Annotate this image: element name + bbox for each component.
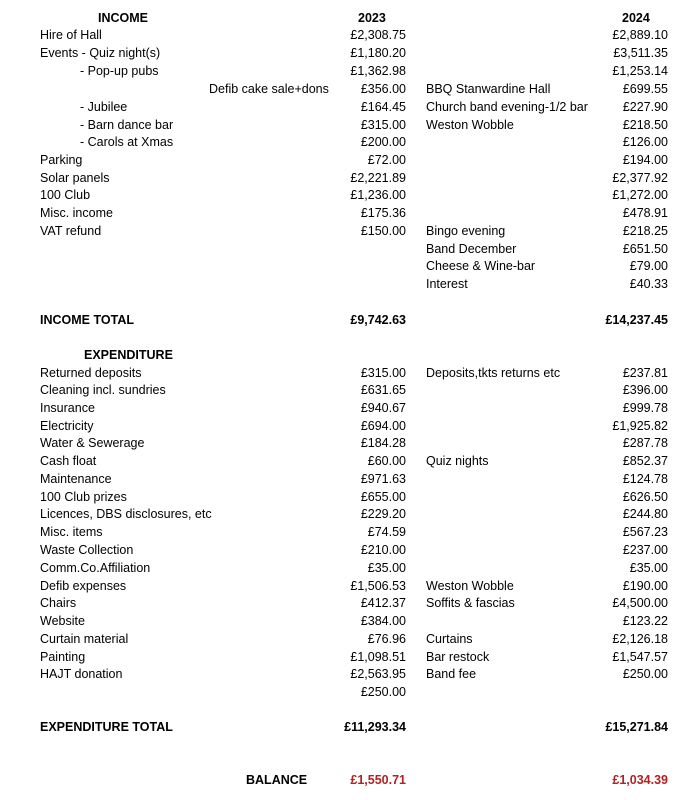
income-value-2024: £218.25 — [622, 224, 668, 238]
expenditure-value-2024: £1,925.82 — [612, 419, 668, 433]
expenditure-value-2023: £315.00 — [360, 366, 406, 380]
expenditure-total-row — [0, 718, 700, 736]
expenditure-label: Defib expenses — [40, 579, 127, 593]
expenditure-row — [0, 364, 700, 382]
expenditure-row — [0, 470, 700, 488]
year-2023-heading: 2023 — [358, 11, 386, 25]
expenditure-row — [0, 665, 700, 683]
expenditure-row — [0, 612, 700, 630]
expenditure-label: Painting — [40, 650, 86, 664]
income-label: Misc. income — [40, 206, 113, 220]
income-row — [0, 116, 700, 134]
expenditure-value-2024: £124.78 — [622, 472, 668, 486]
expenditure-value-2024: £2,126.18 — [612, 632, 668, 646]
expenditure-label: Curtain material — [40, 632, 129, 646]
income-row — [0, 222, 700, 240]
income-value-2024: £79.00 — [629, 259, 668, 273]
income-value-2023: £164.45 — [360, 100, 406, 114]
expenditure-total-label: EXPENDITURE TOTAL — [40, 720, 173, 734]
expenditure-header-row — [0, 346, 700, 364]
income-row — [0, 62, 700, 80]
expenditure-label-2024: Band fee — [426, 667, 477, 681]
expenditure-value-2024: £1,547.57 — [612, 650, 668, 664]
expenditure-value-2023: £60.00 — [367, 454, 406, 468]
expenditure-row — [0, 541, 700, 559]
income-value-2023: £2,221.89 — [350, 171, 406, 185]
year-2024-heading: 2024 — [622, 11, 650, 25]
income-header-row — [0, 9, 700, 27]
expenditure-total-2023: £11,293.34 — [344, 720, 406, 734]
income-value-2024: £478.91 — [622, 206, 668, 220]
expenditure-row — [0, 594, 700, 612]
income-value-2024: £194.00 — [622, 153, 668, 167]
income-value-2024: £218.50 — [622, 118, 668, 132]
income-label-2024: Cheese & Wine-bar — [426, 259, 536, 273]
expenditure-value-2024: £4,500.00 — [612, 596, 668, 610]
income-value-2024: £126.00 — [622, 135, 668, 149]
income-label: Events - Quiz night(s) — [40, 46, 161, 60]
income-value-2024: £1,272.00 — [612, 188, 668, 202]
income-value-2024: £2,889.10 — [612, 28, 668, 42]
expenditure-value-2023: £1,506.53 — [350, 579, 406, 593]
expenditure-value-2024: £244.80 — [622, 507, 668, 521]
income-label: Parking — [40, 153, 83, 167]
expenditure-row — [0, 488, 700, 506]
expenditure-row — [0, 630, 700, 648]
expenditure-label: HAJT donation — [40, 667, 123, 681]
income-value-2024: £651.50 — [622, 242, 668, 256]
expenditure-value-2024: £626.50 — [622, 490, 668, 504]
income-row — [0, 275, 700, 293]
expenditure-value-2023: £1,098.51 — [350, 650, 406, 664]
expenditure-row — [0, 417, 700, 435]
expenditure-label: Returned deposits — [40, 366, 142, 380]
expenditure-value-2023: £210.00 — [360, 543, 406, 557]
income-row — [0, 151, 700, 169]
expenditure-value-2023: £694.00 — [360, 419, 406, 433]
expenditure-label-2024: Weston Wobble — [426, 579, 514, 593]
expenditure-value-2023: £250.00 — [360, 685, 406, 699]
income-value-2024: £2,377.92 — [612, 171, 668, 185]
income-heading: INCOME — [98, 11, 148, 25]
expenditure-total-2024: £15,271.84 — [605, 720, 668, 734]
expenditure-value-2024: £35.00 — [629, 561, 668, 575]
expenditure-row — [0, 523, 700, 541]
expenditure-value-2023: £74.59 — [367, 525, 406, 539]
expenditure-row — [0, 381, 700, 399]
income-value-2023: £200.00 — [360, 135, 406, 149]
expenditure-value-2024: £396.00 — [622, 383, 668, 397]
income-row — [0, 204, 700, 222]
income-value-2024: £1,253.14 — [612, 64, 668, 78]
income-label: Defib cake sale+dons — [209, 82, 329, 96]
expenditure-label: 100 Club prizes — [40, 490, 127, 504]
income-label-2024: Band December — [426, 242, 517, 256]
income-total-2024: £14,237.45 — [605, 313, 668, 327]
expenditure-row — [0, 399, 700, 417]
expenditure-label: Website — [40, 614, 85, 628]
income-total-row — [0, 311, 700, 329]
expenditure-label-2024: Soffits & fascias — [426, 596, 515, 610]
income-label-2024: BBQ Stanwardine Hall — [426, 82, 551, 96]
expenditure-label: Cleaning incl. sundries — [40, 383, 166, 397]
income-label: - Carols at Xmas — [80, 135, 174, 149]
income-row — [0, 26, 700, 44]
income-value-2024: £227.90 — [622, 100, 668, 114]
expenditure-label: Licences, DBS disclosures, etc — [40, 507, 212, 521]
expenditure-label: Maintenance — [40, 472, 112, 486]
expenditure-value-2023: £971.63 — [360, 472, 406, 486]
expenditure-label: Water & Sewerage — [40, 436, 145, 450]
income-label: VAT refund — [40, 224, 102, 238]
expenditure-label: Misc. items — [40, 525, 103, 539]
expenditure-value-2024: £123.22 — [622, 614, 668, 628]
expenditure-label: Chairs — [40, 596, 77, 610]
income-label: - Jubilee — [80, 100, 128, 114]
expenditure-label: Waste Collection — [40, 543, 134, 557]
income-row — [0, 169, 700, 187]
income-value-2024: £699.55 — [622, 82, 668, 96]
expenditure-value-2023: £76.96 — [367, 632, 406, 646]
income-value-2023: £356.00 — [360, 82, 406, 96]
income-label-2024: Church band evening-1/2 bar — [426, 100, 588, 114]
expenditure-value-2023: £631.65 — [360, 383, 406, 397]
income-row — [0, 98, 700, 116]
income-total-label: INCOME TOTAL — [40, 313, 134, 327]
expenditure-value-2024: £237.00 — [622, 543, 668, 557]
income-value-2023: £315.00 — [360, 118, 406, 132]
income-row — [0, 186, 700, 204]
income-value-2023: £1,362.98 — [350, 64, 406, 78]
expenditure-value-2023: £412.37 — [360, 596, 406, 610]
balance-2024: £1,034.39 — [612, 773, 668, 787]
income-value-2023: £1,180.20 — [350, 46, 406, 60]
income-value-2024: £40.33 — [629, 277, 668, 291]
income-label: Solar panels — [40, 171, 110, 185]
expenditure-value-2023: £229.20 — [360, 507, 406, 521]
income-value-2023: £1,236.00 — [350, 188, 406, 202]
income-label-2024: Weston Wobble — [426, 118, 514, 132]
balance-label: BALANCE — [246, 773, 308, 787]
expenditure-heading: EXPENDITURE — [84, 348, 173, 362]
income-value-2023: £72.00 — [367, 153, 406, 167]
expenditure-row — [0, 559, 700, 577]
income-value-2024: £3,511.35 — [613, 46, 668, 60]
expenditure-value-2024: £852.37 — [622, 454, 668, 468]
income-label: 100 Club — [40, 188, 91, 202]
expenditure-value-2023: £184.28 — [360, 436, 406, 450]
income-row — [0, 257, 700, 275]
expenditure-value-2024: £190.00 — [622, 579, 668, 593]
expenditure-label-2024: Bar restock — [426, 650, 490, 664]
expenditure-label-2024: Deposits,tkts returns etc — [426, 366, 561, 380]
expenditure-label: Electricity — [40, 419, 94, 433]
expenditure-row — [0, 648, 700, 666]
balance-row — [0, 771, 700, 789]
income-label: Hire of Hall — [40, 28, 102, 42]
income-row — [0, 133, 700, 151]
income-value-2023: £2,308.75 — [350, 28, 406, 42]
expenditure-label: Insurance — [40, 401, 95, 415]
expenditure-value-2024: £250.00 — [622, 667, 668, 681]
income-label-2024: Interest — [426, 277, 468, 291]
expenditure-value-2023: £35.00 — [367, 561, 406, 575]
expenditure-label: Comm.Co.Affiliation — [40, 561, 151, 575]
income-row — [0, 80, 700, 98]
expenditure-row — [0, 505, 700, 523]
income-label-2024: Bingo evening — [426, 224, 506, 238]
expenditure-row — [0, 452, 700, 470]
expenditure-label: Cash float — [40, 454, 97, 468]
income-row — [0, 240, 700, 258]
balance-2023: £1,550.71 — [350, 773, 406, 787]
expenditure-value-2024: £567.23 — [622, 525, 668, 539]
income-value-2023: £175.36 — [360, 206, 406, 220]
income-total-2023: £9,742.63 — [350, 313, 406, 327]
expenditure-row — [0, 683, 700, 701]
income-value-2023: £150.00 — [360, 224, 406, 238]
expenditure-row — [0, 577, 700, 595]
expenditure-value-2024: £287.78 — [622, 436, 668, 450]
income-row — [0, 44, 700, 62]
expenditure-value-2023: £384.00 — [360, 614, 406, 628]
expenditure-row — [0, 434, 700, 452]
income-label: - Barn dance bar — [80, 118, 174, 132]
expenditure-label-2024: Curtains — [426, 632, 473, 646]
expenditure-value-2024: £999.78 — [622, 401, 668, 415]
expenditure-value-2023: £655.00 — [360, 490, 406, 504]
expenditure-value-2024: £237.81 — [622, 366, 668, 380]
expenditure-value-2023: £2,563.95 — [350, 667, 406, 681]
income-label: - Pop-up pubs — [80, 64, 159, 78]
expenditure-label-2024: Quiz nights — [426, 454, 489, 468]
expenditure-value-2023: £940.67 — [360, 401, 406, 415]
